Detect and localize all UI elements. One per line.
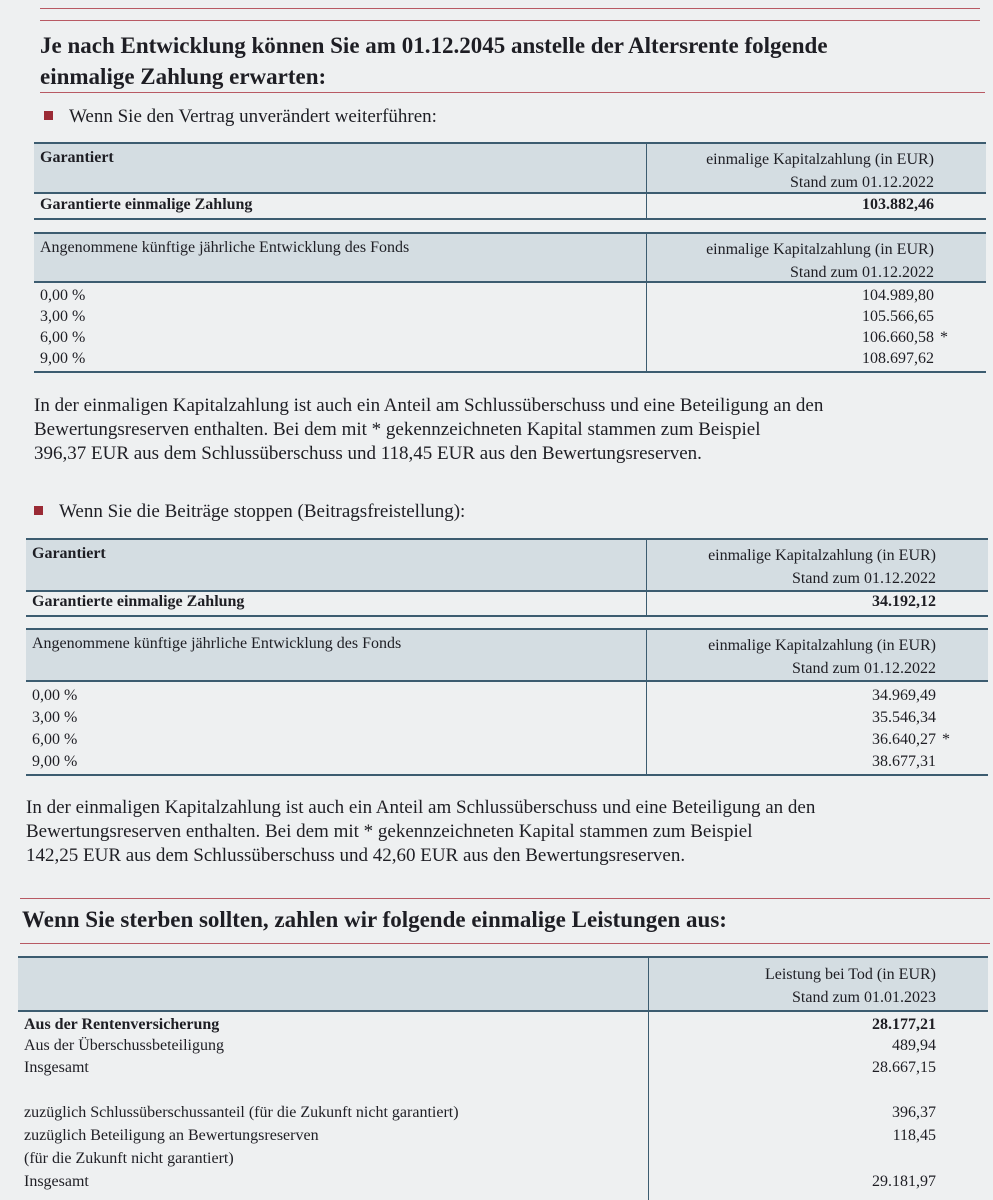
death-col-header xyxy=(765,963,936,1009)
table-row xyxy=(34,285,986,306)
table-row xyxy=(26,729,988,750)
s1-col-header-line1: einmalige Kapitalzahlung (in EUR) xyxy=(706,151,934,168)
rate: 0,00 % xyxy=(40,287,86,304)
label: zuzüglich Schlussüberschussanteil (für die Zukunft nicht garantiert) xyxy=(24,1104,459,1121)
top-rule xyxy=(40,8,980,9)
section1-title-text: Wenn Sie den Vertrag unverändert weiterführen: xyxy=(69,106,437,127)
value: 36.640,27 xyxy=(872,731,936,748)
table-row xyxy=(34,306,986,327)
rate: 3,00 % xyxy=(32,709,78,726)
s1-col-header xyxy=(706,148,934,194)
s1-guaranteed-row-label: Garantierte einmalige Zahlung xyxy=(40,196,253,213)
rate: 6,00 % xyxy=(32,731,78,748)
s1-note xyxy=(34,394,989,466)
label: zuzüglich Beteiligung an Bewertungsreserven xyxy=(24,1127,319,1144)
label: Insgesamt xyxy=(24,1059,89,1076)
heading-lump-sum xyxy=(40,30,828,92)
s1-dev-label: Angenommene künftige jährliche Entwicklung des Fonds xyxy=(40,239,410,256)
s2-guaranteed-row-label: Garantierte einmalige Zahlung xyxy=(32,593,245,610)
table-row xyxy=(18,1125,988,1146)
death-table xyxy=(18,1012,988,1200)
s2-col-header xyxy=(708,544,936,590)
mark: * xyxy=(940,329,948,346)
top-rule-2 xyxy=(40,20,980,21)
value: 108.697,62 xyxy=(862,350,934,367)
mark: * xyxy=(942,731,950,748)
bullet-icon xyxy=(34,506,43,515)
death-top-rule xyxy=(20,898,990,899)
s2-dev-label: Angenommene künftige jährliche Entwicklung des Fonds xyxy=(32,635,402,652)
table-row xyxy=(18,1057,988,1078)
s2-guaranteed-header xyxy=(26,538,988,592)
value: 38.677,31 xyxy=(872,753,936,770)
label: Aus der Rentenversicherung xyxy=(24,1016,220,1033)
value: 104.989,80 xyxy=(862,287,934,304)
label: Aus der Überschussbeteiligung xyxy=(24,1037,224,1054)
heading-line-2: einmalige Zahlung erwarten: xyxy=(40,64,327,89)
s1-dev-col-line2: Stand zum 01.12.2022 xyxy=(790,264,934,281)
s1-note-line2: Bewertungsreserven enthalten. Bei dem mit * gekennzeichneten Kapital stammen zum Beispiel xyxy=(34,419,761,440)
table-row xyxy=(18,1148,988,1169)
column-divider xyxy=(646,144,647,192)
column-divider xyxy=(646,540,647,590)
value: 34.969,49 xyxy=(872,687,936,704)
heading-death-benefit: Wenn Sie sterben sollten, zahlen wir folgende einmalige Leistungen aus: xyxy=(22,907,727,932)
section1-title xyxy=(44,105,437,129)
table-row xyxy=(26,707,988,728)
section2-title-text: Wenn Sie die Beiträge stoppen (Beitragsfreistellung): xyxy=(59,501,466,522)
value: 118,45 xyxy=(892,1127,936,1144)
s2-note-line2: Bewertungsreserven enthalten. Bei dem mit * gekennzeichneten Kapital stammen zum Beispiel xyxy=(26,821,753,842)
s1-col-header-line2: Stand zum 01.12.2022 xyxy=(790,174,934,191)
s1-guaranteed-label: Garantiert xyxy=(40,149,114,166)
column-divider xyxy=(648,958,649,1010)
s1-guaranteed-row xyxy=(34,194,986,220)
bullet-icon xyxy=(44,111,53,120)
s1-dev-table xyxy=(34,283,986,373)
s1-dev-col-header xyxy=(706,238,934,284)
value: 105.566,65 xyxy=(862,308,934,325)
heading-underline xyxy=(40,92,985,93)
s1-dev-header xyxy=(34,232,986,283)
section2-title xyxy=(34,500,465,524)
column-divider xyxy=(646,194,647,218)
value: 489,94 xyxy=(892,1037,936,1054)
value: 28.177,21 xyxy=(872,1016,936,1033)
s2-col-header-line2: Stand zum 01.12.2022 xyxy=(792,570,936,587)
rate: 0,00 % xyxy=(32,687,78,704)
s2-dev-header xyxy=(26,628,988,682)
s2-dev-col-line2: Stand zum 01.12.2022 xyxy=(792,660,936,677)
s1-dev-col-line1: einmalige Kapitalzahlung (in EUR) xyxy=(706,241,934,258)
label: (für die Zukunft nicht garantiert) xyxy=(24,1150,234,1167)
s1-note-line1: In der einmaligen Kapitalzahlung ist auch ein Anteil am Schlussüberschuss und eine Beteiligung an den xyxy=(34,395,824,416)
s2-guaranteed-row-value: 34.192,12 xyxy=(872,593,936,610)
death-col-header-line1: Leistung bei Tod (in EUR) xyxy=(764,966,936,983)
value: 106.660,58 xyxy=(862,329,934,346)
value: 28.667,15 xyxy=(872,1059,936,1076)
column-divider xyxy=(646,234,647,281)
s1-guaranteed-row-value: 103.882,46 xyxy=(862,196,934,213)
table-row xyxy=(18,1035,988,1056)
rate: 9,00 % xyxy=(40,350,86,367)
rate: 3,00 % xyxy=(40,308,86,325)
heading-line-1: Je nach Entwicklung können Sie am 01.12.2045 anstelle der Altersrente folgende xyxy=(40,33,828,58)
s2-note-line3: 142,25 EUR aus dem Schlussüberschuss und 42,60 EUR aus den Bewertungsreserven. xyxy=(26,845,686,866)
rate: 9,00 % xyxy=(32,753,78,770)
death-col-header-line2: Stand zum 01.01.2023 xyxy=(792,989,936,1006)
s2-col-header-line1: einmalige Kapitalzahlung (in EUR) xyxy=(708,547,936,564)
death-underline xyxy=(20,943,990,944)
value: 35.546,34 xyxy=(872,709,936,726)
s2-dev-table xyxy=(26,682,988,776)
s2-note xyxy=(26,796,981,868)
label: Insgesamt xyxy=(24,1173,89,1190)
s1-guaranteed-header xyxy=(34,142,986,194)
table-row xyxy=(26,751,988,772)
s1-note-line3: 396,37 EUR aus dem Schlussüberschuss und 118,45 EUR aus den Bewertungsreserven. xyxy=(34,443,702,464)
s2-guaranteed-label: Garantiert xyxy=(32,545,106,562)
table-row xyxy=(34,327,986,348)
death-header xyxy=(18,956,988,1012)
table-row xyxy=(18,1171,988,1192)
rate: 6,00 % xyxy=(40,329,86,346)
s2-note-line1: In der einmaligen Kapitalzahlung ist auch ein Anteil am Schlussüberschuss und eine Beteiligung an den xyxy=(26,797,816,818)
value: 396,37 xyxy=(892,1104,936,1121)
table-row xyxy=(18,1014,988,1035)
column-divider xyxy=(646,630,647,680)
s2-dev-col-line1: einmalige Kapitalzahlung (in EUR) xyxy=(708,637,936,654)
value: 29.181,97 xyxy=(872,1173,936,1190)
table-row xyxy=(18,1102,988,1123)
s2-guaranteed-row xyxy=(26,591,988,617)
s2-dev-col-header xyxy=(708,634,936,680)
column-divider xyxy=(646,591,647,615)
table-row xyxy=(34,348,986,369)
table-row xyxy=(26,685,988,706)
